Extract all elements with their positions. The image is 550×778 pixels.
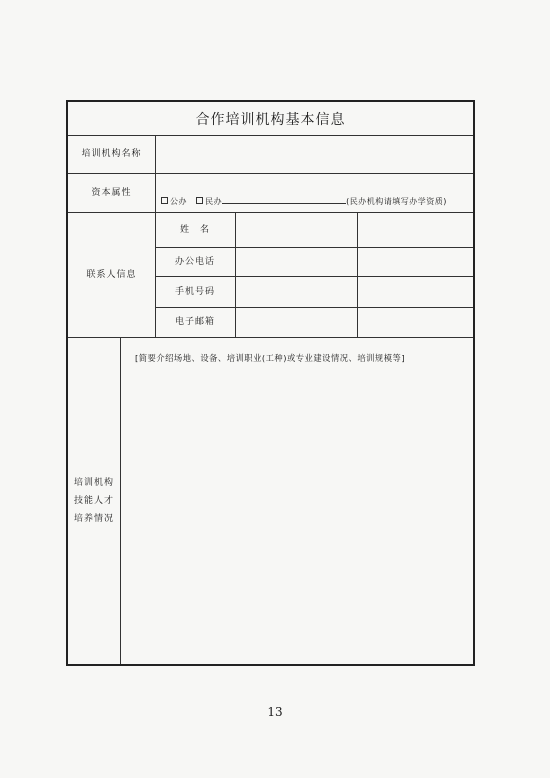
institution-name-label: 培训机构名称 <box>81 149 142 159</box>
training-label-line: 技能人才 <box>73 495 114 506</box>
public-option-label: 公办 <box>170 197 187 206</box>
institution-name-field[interactable] <box>156 136 473 173</box>
training-hint: [简要介绍场地、设备、培训职业(工种)或专业建设情况、培训规模等] <box>135 353 406 363</box>
private-note: (民办机构请填写办学资质) <box>346 197 447 206</box>
mobile-phone-field[interactable] <box>236 277 357 307</box>
training-label-line: 培养情况 <box>73 513 114 524</box>
contact-name-field[interactable] <box>236 213 357 247</box>
qualification-blank[interactable] <box>222 195 346 204</box>
contact-name-extra-field[interactable] <box>358 213 473 247</box>
page-number: 13 <box>267 705 283 719</box>
capital-type-options <box>161 195 447 207</box>
private-option-label: 民办 <box>205 197 223 206</box>
email-label: 电子邮箱 <box>174 317 215 327</box>
email-field[interactable] <box>236 308 357 337</box>
public-checkbox[interactable] <box>161 197 168 204</box>
office-phone-field[interactable] <box>236 248 357 276</box>
training-situation-label <box>68 337 120 664</box>
institution-info-form <box>66 100 475 666</box>
training-description-field[interactable] <box>121 366 473 664</box>
office-phone-extra-field[interactable] <box>358 248 473 276</box>
training-label-line: 培训机构 <box>73 477 114 488</box>
office-phone-label: 办公电话 <box>174 256 215 267</box>
mobile-phone-label: 手机号码 <box>174 286 215 297</box>
mobile-phone-extra-field[interactable] <box>358 277 473 307</box>
form-title: 合作培训机构基本信息 <box>195 111 346 128</box>
private-checkbox[interactable] <box>196 197 203 204</box>
contact-info-label: 联系人信息 <box>86 269 137 280</box>
contact-name-label: 姓 名 <box>179 224 210 235</box>
divider <box>68 337 473 338</box>
email-extra-field[interactable] <box>358 308 473 337</box>
capital-type-label: 资本属性 <box>91 187 132 198</box>
